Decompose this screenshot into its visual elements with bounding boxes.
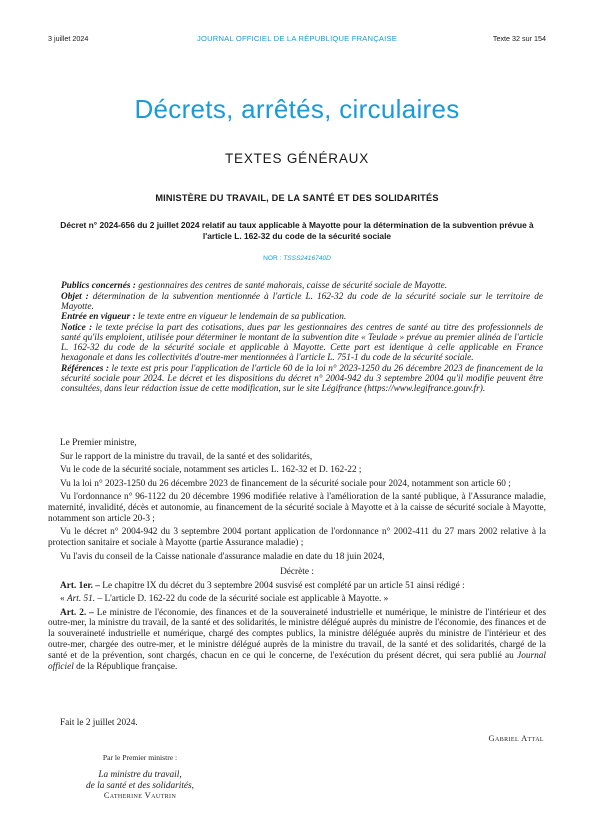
page-info: Texte 32 sur 154 <box>492 34 546 43</box>
visa-loi: Vu la loi n° 2023-1250 du 26 décembre 2023 de financement de la sécurité sociale pour 2024, notamment son article 60 ; <box>60 478 511 489</box>
summary-entree <box>61 312 543 322</box>
subsection-title: TEXTES GÉNÉRAUX <box>224 151 370 166</box>
article-2 <box>48 608 546 673</box>
visa-decret: Vu le décret n° 2004-942 du 3 septembre 2004 portant application de l'ordonnance n° 2002-411 du 27 mars 2002 relative à la protection sanitaire et sociale à Mayotte (partie Assurance maladie) ; <box>48 527 546 549</box>
summary-label: Publics concernés : <box>61 281 136 291</box>
summary-text: le texte précise la part des cotisations, dues par les gestionnaires des centres de santé au titre des professionnels de santé qu'ils emploient, utilisée pour déterminer le montant de la subvention dite « Teulade » prévue au premier alinéa de l'article L. 162-32 du code de la sécurité sociale et applicable à Mayotte. Cette part est identique à celle applicable en France hexagonale et dans les collectivités d'outre-mer mentionnées à l'article L. 751-1 du code de la sécurité sociale. <box>61 322 544 364</box>
visa-ordonnance: Vu l'ordonnance n° 96-1122 du 20 décembre 1996 modifiée relative à l'amélioration de la santé publique, à l'Assurance maladie, maternité, invalidité, décès et autonomie, au financement de la sécurité sociale à Mayotte et à la caisse de sécurité sociale à Mayotte, notamment son article 20-3 ; <box>48 492 546 524</box>
minister-role-line1: La ministre du travail, <box>98 770 182 781</box>
premier-ministre: Le Premier ministre, <box>60 438 137 448</box>
quote-article: Art. 51. <box>66 594 96 605</box>
nor-reference <box>0 255 594 262</box>
summary-label: Références : <box>61 363 109 374</box>
article-1 <box>48 581 546 592</box>
quote-open: « <box>60 594 67 605</box>
decree-title: Décret n° 2024-656 du 2 juillet 2024 relatif au taux applicable à Mayotte pour la détermination de la subvention prévue à l'article L. 162-32 du code de la sécurité sociale <box>60 220 534 241</box>
par-le-premier-ministre: Par le Premier ministre : <box>102 753 178 762</box>
article-2-text: Le ministre de l'économie, des finances et de la souveraineté industrielle et numérique, le ministre de l'intérieur et des outre-mer, la ministre du travail, de la santé et des solidarités, le ministre délégué auprès du ministre de l'économie, des finances et de la souveraineté industrielle et numérique, chargé des comptes publics, la ministre déléguée auprès du ministre de l'intérieur et des outre-mer, chargée des outre-mer, et le ministre délégué auprès de la ministre du travail, de la santé et des solidarités, chargé de la santé et de la prévention, sont chargés, chacun en ce qui le concerne, de l'exécution du présent décret, qui sera publié au <box>48 607 546 662</box>
journal-officiel-ref: Journal officiel <box>48 651 546 673</box>
nor-code: TSSS2416740D <box>283 255 331 262</box>
summary-objet <box>61 292 543 312</box>
summary-label: Entrée en vigueur : <box>61 312 136 323</box>
article-2-label: Art. 2. – <box>60 607 94 618</box>
summary-publics <box>61 281 543 291</box>
minister-role-line2: de la santé et des solidarités, <box>86 780 194 791</box>
ministry-name: MINISTÈRE DU TRAVAIL, DE LA SANTÉ ET DES SOLIDARITÉS <box>155 193 439 203</box>
visa-rapport: Sur le rapport de la ministre du travail, de la santé et des solidarités, <box>60 451 313 462</box>
article-1-label: Art. 1er. – <box>60 580 100 591</box>
summary-label: Objet : <box>61 291 89 302</box>
summary-text: détermination de la subvention mentionnée à l'article L. 162-32 du code de la sécurité sociale sur le territoire de Mayotte. <box>61 291 543 312</box>
journal-title: JOURNAL OFFICIEL DE LA RÉPUBLIQUE FRANÇAISE <box>196 34 398 43</box>
visa-code: Vu le code de la sécurité sociale, notamment ses articles L. 162-32 et D. 162-22 ; <box>60 465 362 475</box>
publication-date: 3 juillet 2024 <box>48 34 89 43</box>
quote-text: – L'article D. 162-22 du code de la sécurité sociale est applicable à Mayotte. » <box>95 594 389 605</box>
decrete-heading: Décrète : <box>280 566 314 577</box>
decree-summary <box>61 281 543 395</box>
page-header <box>48 34 546 48</box>
visa-avis: Vu l'avis du conseil de la Caisse nationale d'assurance maladie en date du 18 juin 2024, <box>60 551 385 562</box>
signatory-name: Gabriel Attal <box>488 734 544 743</box>
summary-text: gestionnaires des centres de santé mahorais, caisse de sécurité sociale de Mayotte. <box>135 281 448 291</box>
summary-label: Notice : <box>61 322 93 333</box>
article-2-text-end: de la République française. <box>73 662 178 673</box>
summary-notice <box>61 323 543 363</box>
summary-text: le texte entre en vigueur le lendemain de sa publication. <box>135 312 347 323</box>
minister-name: Catherine Vautrin <box>103 790 177 800</box>
countersignature-block <box>50 753 230 801</box>
signature-date: Fait le 2 juillet 2024. <box>60 718 138 728</box>
decree-body <box>48 438 546 676</box>
article-1-text: Le chapitre IX du décret du 3 septembre 2004 susvisé est complété par un article 51 ainsi rédigé : <box>99 580 465 591</box>
section-title: Décrets, arrêtés, circulaires <box>134 94 460 124</box>
summary-text: le texte est pris pour l'application de l'article 60 de la loi n° 2023-1250 du 26 décembre 2023 de financement de la sécurité sociale pour 2024. Le décret et les dispositions du décret n° 2004-942 du 3 septembre 2004 qu'il modifie peuvent être consultées, dans leur rédaction issue de cette modification, sur le site Légifrance (https://www.legifrance.gouv.fr). <box>61 363 543 394</box>
article-51-quote <box>48 594 546 605</box>
summary-references <box>61 364 543 394</box>
nor-label: NOR : <box>263 255 284 262</box>
